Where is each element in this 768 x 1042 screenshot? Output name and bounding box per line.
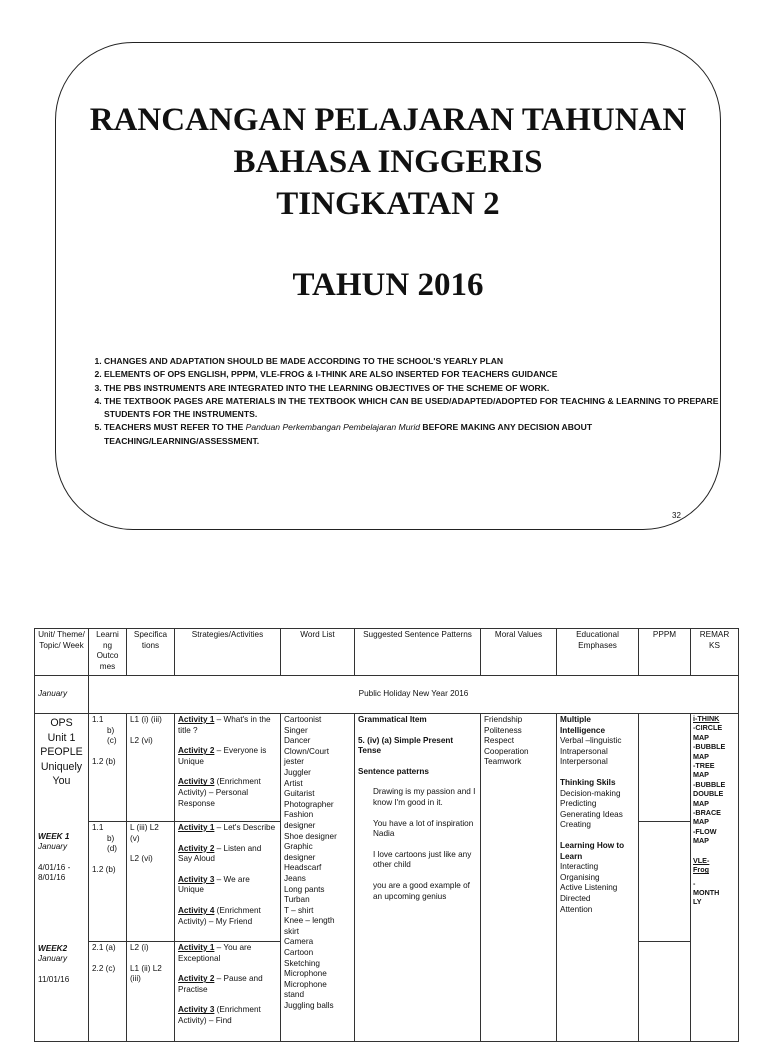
map-item: MAP: [693, 798, 709, 808]
map-item: -BUBBLE: [693, 742, 726, 752]
activity-label: Activity 3: [178, 1005, 215, 1015]
week-2-month: January: [38, 954, 68, 964]
unit-theme: PEOPLE: [40, 746, 83, 758]
header-sentence-patterns: Suggested Sentence Patterns: [355, 629, 481, 676]
spec-cell: [127, 942, 175, 1042]
lhl-item: Directed: [560, 893, 591, 903]
monthly-label: LY: [693, 897, 702, 907]
word: Sketching: [284, 958, 320, 968]
remarks-dash: -: [693, 878, 696, 888]
spec-cell: [127, 714, 175, 822]
unit-ops: OPS: [50, 717, 73, 729]
word: Shoe designer: [284, 831, 337, 841]
cover-title-line-1: RANCANGAN PELAJARAN TAHUNAN: [89, 102, 687, 138]
frog-label: Frog: [693, 865, 709, 875]
vle-label: VLE-: [693, 855, 710, 865]
pppm-cell: [639, 714, 691, 822]
holiday-month: January: [35, 676, 89, 714]
word: Camera: [284, 937, 314, 947]
educational-emphases-cell: [557, 714, 639, 1042]
word: stand: [284, 990, 305, 1000]
activity-text: (Enrichment Activity) – Personal Response: [178, 777, 261, 808]
moral-value: Teamwork: [484, 757, 522, 767]
map-item: MAP: [693, 836, 709, 846]
map-item: -BUBBLE: [693, 779, 726, 789]
map-item: -CIRCLE: [693, 723, 723, 733]
word: Microphone: [284, 969, 327, 979]
pppm-cell: [639, 942, 691, 1042]
word: designer: [284, 852, 316, 862]
note-text: BEFORE MAKING ANY DECISION ABOUT TEACHING/LEARNING/ASSESSMENT.: [104, 422, 593, 446]
activity-text: – Listen and Say Aloud: [178, 843, 262, 864]
cover-notes-list: [76, 355, 734, 448]
activity-text: – Pause and Practise: [178, 974, 263, 994]
word: Fashion: [284, 810, 314, 820]
activity-cell: [175, 714, 281, 822]
spec-text: (v): [130, 833, 140, 843]
map-item: MAP: [693, 732, 709, 742]
lo-text: (d): [107, 844, 118, 854]
monthly-label: MONTH: [693, 887, 720, 897]
header-word-list: Word List: [281, 629, 355, 676]
sentence-patterns-cell: [355, 714, 481, 1042]
mi-item: Intrapersonal: [560, 746, 608, 756]
lo-text: 1.1: [92, 715, 104, 724]
remarks-cell: [691, 714, 739, 1042]
scheme-of-work-table: [34, 628, 739, 1042]
map-item: -TREE: [693, 761, 715, 771]
word: Cartoon: [284, 948, 314, 958]
unit-topic-1: Uniquely: [40, 760, 83, 773]
activity-label: Activity 4: [178, 905, 215, 915]
word: Dancer: [284, 736, 311, 746]
header-unit: Unit/ Theme/ Topic/ Week: [35, 629, 89, 676]
holiday-text: Public Holiday New Year 2016: [89, 676, 739, 714]
word: Juggling balls: [284, 1001, 334, 1011]
header-educational-emphases: Educational Emphases: [557, 629, 639, 676]
lo-text: (c): [107, 736, 117, 746]
spec-text: L1 (ii) L2: [130, 963, 162, 973]
lo-text: b): [107, 833, 115, 843]
sentence-line: You have a lot of inspiration Nadia: [373, 818, 474, 839]
grammatical-item-heading: Grammatical Item: [358, 715, 427, 724]
word: Photographer: [284, 799, 334, 809]
map-item: -BRACE: [693, 808, 721, 818]
note-italic-title: Panduan Perkembangan Pembelajaran Murid: [245, 422, 421, 433]
activity-label: Activity 3: [178, 777, 215, 787]
header-specifications: Specifica tions: [127, 629, 175, 676]
lo-text: 1.2 (b): [92, 864, 116, 874]
word: Guitarist: [284, 789, 315, 799]
lo-cell: [89, 942, 127, 1042]
activity-label: Activity 1: [178, 715, 215, 724]
word: Long pants: [284, 884, 325, 894]
activity-text: – We are Unique: [178, 874, 250, 895]
activity-label: Activity 2: [178, 843, 215, 853]
header-remarks: REMAR KS: [691, 629, 739, 676]
table-row: [35, 714, 739, 822]
page-number-fragment: 32: [672, 511, 681, 520]
cover-title-line-3: TINGKATAN 2: [276, 186, 500, 222]
header-moral-values: Moral Values: [481, 629, 557, 676]
mi-item: Verbal –linguistic: [560, 736, 622, 746]
moral-value: Cooperation: [484, 746, 529, 756]
word: designer: [284, 820, 316, 830]
word: Knee – length: [284, 916, 335, 926]
activity-item: [178, 943, 277, 964]
word: T – shirt: [284, 905, 314, 915]
activity-label: Activity 2: [178, 746, 215, 756]
word: jester: [284, 757, 305, 767]
header-learning-outcomes: Learni ng Outco mes: [89, 629, 127, 676]
lo-text: 1.1: [92, 823, 104, 832]
week-1-dates: 4/01/16 - 8/01/16: [38, 862, 71, 883]
note-text: TEACHERS MUST REFER TO THE: [104, 422, 246, 433]
activity-text: – Everyone is Unique: [178, 746, 267, 766]
moral-value: Politeness: [484, 725, 522, 735]
activity-item: [178, 974, 277, 995]
header-pppm: PPPM: [639, 629, 691, 676]
unit-topic-2: You: [52, 775, 71, 787]
sentence-line: you are a good example of an upcoming genius: [373, 880, 470, 901]
ts-item: Generating Ideas: [560, 809, 623, 819]
lo-cell: [89, 822, 127, 942]
ts-item: Creating: [560, 820, 591, 830]
week-2-dates: 11/01/16: [38, 975, 70, 985]
activity-text: – What's in the title ?: [178, 715, 271, 735]
word-list-cell: [281, 714, 355, 1042]
lo-text: b): [107, 725, 115, 735]
activity-label: Activity 2: [178, 974, 215, 984]
activity-item: [178, 777, 277, 809]
activity-text: (Enrichment Activity) – My Friend: [178, 905, 261, 926]
word: Microphone: [284, 979, 327, 989]
spec-text: L2 (i): [130, 943, 149, 952]
activity-text: – You are Exceptional: [178, 943, 252, 963]
word: Headscarf: [284, 863, 322, 873]
map-item: MAP: [693, 817, 709, 827]
lhl-item: Interacting: [560, 862, 599, 872]
sentence-line: Drawing is my passion and I know I'm good in it.: [373, 787, 476, 807]
moral-value: Friendship: [484, 715, 523, 724]
lo-text: 1.2 (b): [92, 756, 116, 766]
word: Artist: [284, 778, 303, 788]
ts-item: Predicting: [560, 799, 597, 809]
activity-text: – Let's Describe: [214, 823, 276, 832]
cover-note: 3. THE PBS INSTRUMENTS ARE INTEGRATED INTO THE LEARNING OBJECTIVES OF THE SCHEME OF WORK.: [104, 382, 734, 395]
lo-cell: [89, 714, 127, 822]
pppm-cell: [639, 822, 691, 942]
activity-item: [178, 1005, 277, 1026]
cover-note: [104, 421, 734, 448]
unit-number: Unit 1: [47, 731, 76, 744]
word: skirt: [284, 926, 300, 936]
activity-label: Activity 1: [178, 823, 215, 832]
map-item: DOUBLE: [693, 789, 724, 799]
moral-value: Respect: [484, 736, 515, 746]
map-item: -FLOW: [693, 826, 717, 836]
spec-text: L2 (vi): [130, 735, 153, 745]
word: Graphic: [284, 842, 313, 852]
word: Cartoonist: [284, 715, 322, 724]
mi-item: Interpersonal: [560, 757, 608, 767]
lhl-item: Attention: [560, 904, 593, 914]
word: Turban: [284, 895, 310, 905]
activity-item: [178, 823, 277, 834]
ithink-label: i-THINK: [693, 714, 720, 723]
word: Singer: [284, 725, 308, 735]
spec-text: L1 (i) (iii): [130, 715, 162, 724]
activity-item: [178, 875, 277, 896]
spec-cell: [127, 822, 175, 942]
moral-values-cell: [481, 714, 557, 1042]
cover-frame: [55, 42, 721, 530]
lo-text: 2.1 (a): [92, 943, 116, 952]
word: Jeans: [284, 873, 306, 883]
mi-heading: Multiple Intelligence: [560, 715, 606, 735]
activity-item: [178, 715, 277, 736]
map-item: MAP: [693, 751, 709, 761]
word: Clown/Court: [284, 746, 330, 756]
activity-item: [178, 746, 277, 767]
table-header-row: [35, 629, 739, 676]
cover-note: 1. CHANGES AND ADAPTATION SHOULD BE MADE ACCORDING TO THE SCHOOL'S YEARLY PLAN: [104, 355, 734, 368]
cover-title-line-2: BAHASA INGGERIS: [233, 144, 543, 180]
activity-cell: [175, 942, 281, 1042]
activity-text: (Enrichment Activity) – Find: [178, 1005, 261, 1025]
learning-how-to-learn-heading: Learning How to Learn: [560, 840, 625, 861]
activity-cell: [175, 822, 281, 942]
header-strategies: Strategies/Activities: [175, 629, 281, 676]
sentence-patterns-heading: Sentence patterns: [358, 766, 429, 776]
activity-label: Activity 1: [178, 943, 215, 952]
cover-note: 2. ELEMENTS OF OPS ENGLISH, PPPM, VLE-FROG & I-THINK ARE ALSO INSERTED FOR TEACHERS GUIDANCE: [104, 368, 734, 381]
activity-label: Activity 3: [178, 874, 215, 884]
thinking-skills-heading: Thinking Skils: [560, 777, 616, 787]
cover-note: 4. THE TEXTBOOK PAGES ARE MATERIALS IN THE TEXTBOOK WHICH CAN BE USED/ADAPTED/ADOPTED FOR TEACHING & LEARNING TO PREPARE STUDENTS FOR THE INSTRUMENTS.: [104, 395, 734, 422]
spec-text: L (iii) L2: [130, 823, 159, 832]
unit-cell: [35, 714, 89, 1042]
week-1-month: January: [38, 842, 68, 852]
map-item: MAP: [693, 770, 709, 780]
activity-item: [178, 906, 277, 927]
holiday-row: [35, 676, 739, 714]
grammatical-item: 5. (iv) (a) Simple Present Tense: [358, 735, 454, 756]
lhl-item: Active Listening: [560, 883, 618, 893]
spec-text: (iii): [130, 974, 141, 984]
lo-text: 2.2 (c): [92, 963, 116, 973]
sentence-line: I love cartoons just like any other child: [373, 849, 472, 870]
week-1-label: WEEK 1: [38, 831, 70, 841]
word: Juggler: [284, 767, 311, 777]
ts-item: Decision-making: [560, 788, 621, 798]
spec-text: L2 (vi): [130, 854, 153, 864]
activity-item: [178, 844, 277, 865]
cover-year: TAHUN 2016: [292, 267, 484, 303]
lhl-item: Organising: [560, 872, 600, 882]
week-2-label: WEEK2: [38, 943, 68, 953]
